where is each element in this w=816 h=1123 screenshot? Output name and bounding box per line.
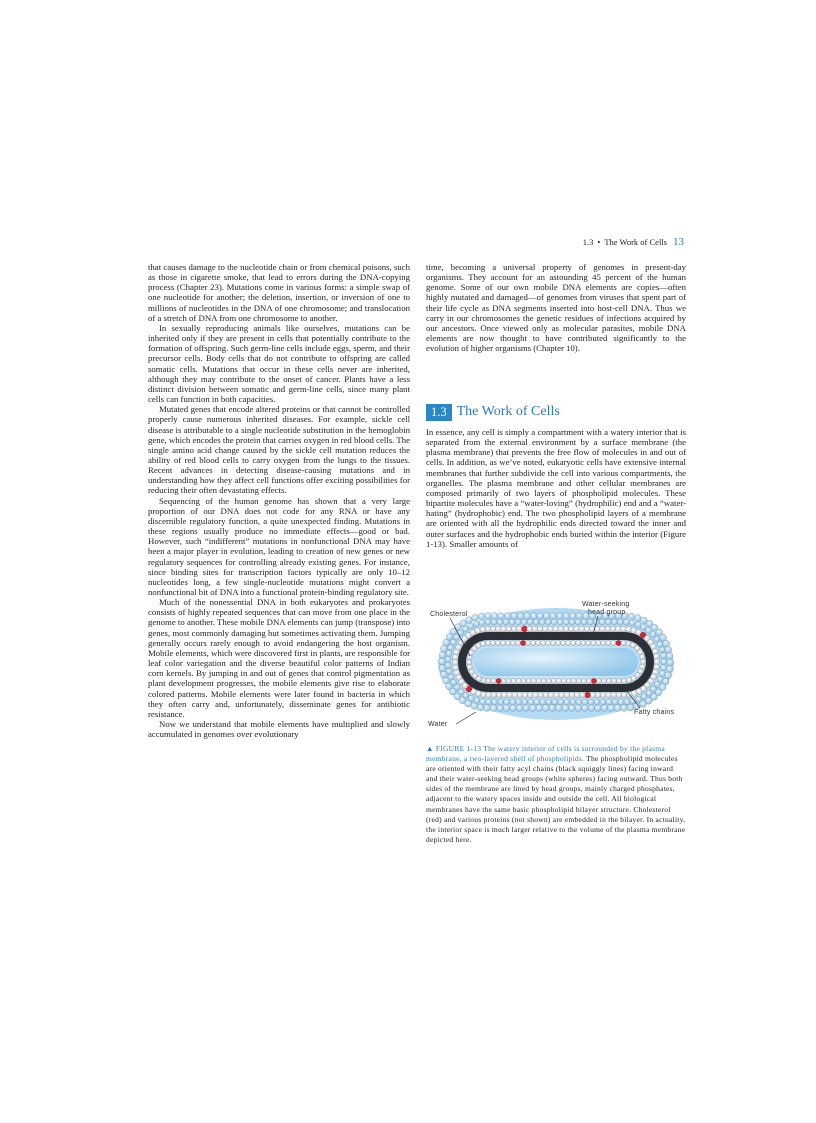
water-sphere bbox=[448, 645, 454, 651]
head-group bbox=[616, 678, 621, 683]
head-group bbox=[626, 678, 631, 683]
head-group bbox=[516, 626, 522, 632]
head-group bbox=[527, 626, 533, 632]
water-sphere bbox=[588, 705, 595, 712]
water-sphere bbox=[534, 699, 540, 705]
water-sphere bbox=[477, 704, 484, 711]
head-group bbox=[611, 640, 616, 645]
water-sphere bbox=[546, 699, 552, 705]
paragraph: Much of the nonessential DNA in both eukaryotes and prokaryotes consists of highly repeated sequences that can move from one place in the genome to another. These mobile DNA elements can jump (transpose) into genes, most commonly damaging but sometimes activating them. Jumping generally occurs rarely enough to avoid endangering the host organism. Mobile elements, which were discovered first in plants, are responsible for leaf color variegation and the diverse beautiful color patterns of Indian corn kernels. By jumping in and out of genes that control pigmentation as plant development progresses, the mobile elements give rise to elaborate colored patterns. Mobile elements were later found in bacteria in which they often carry and, unfortunately, disseminate genes for antibiotic resistance. bbox=[148, 597, 410, 719]
head-group bbox=[621, 640, 626, 645]
water-sphere bbox=[485, 619, 491, 625]
head-group bbox=[605, 626, 611, 632]
water-sphere bbox=[582, 699, 588, 705]
head-group bbox=[621, 678, 626, 683]
head-group bbox=[606, 640, 611, 645]
left-column bbox=[148, 262, 410, 739]
head-group bbox=[551, 640, 556, 645]
cholesterol-molecule bbox=[496, 678, 501, 683]
water-sphere bbox=[524, 613, 531, 620]
water-sphere bbox=[478, 613, 485, 620]
head-group bbox=[569, 626, 575, 632]
water-sphere bbox=[666, 653, 673, 660]
water-sphere bbox=[612, 699, 618, 705]
head-group bbox=[558, 626, 564, 632]
head-group bbox=[536, 678, 541, 683]
head-group bbox=[490, 640, 495, 645]
head-group bbox=[486, 678, 491, 683]
water-sphere bbox=[551, 619, 557, 625]
head-group bbox=[621, 626, 627, 632]
water-sphere bbox=[516, 699, 522, 705]
head-group bbox=[466, 660, 471, 665]
head-group bbox=[452, 659, 458, 665]
section-heading bbox=[426, 403, 686, 420]
water-sphere bbox=[510, 699, 516, 705]
header-section-number: 1.3 bbox=[582, 237, 594, 247]
water-sphere bbox=[529, 705, 536, 712]
head-group bbox=[522, 692, 528, 698]
paragraph: Mutated genes that encode altered proteins or that cannot be controlled properly cause numerous inherited diseases. For example, sickle cell disease is attributable to a single nucleotide substitution in the hemoglobin gene, which encodes the protein that carries oxygen in red blood cells. The single amino acid change caused by the sickle cell mutation reduces the ability of red blood cells to carry oxygen from the lungs to the tissues. Recent advances in detecting disease-causing mutations and in understanding how they affect cell functions offer exciting possibilities for reducing their often devastating effects. bbox=[148, 404, 410, 496]
head-group bbox=[517, 692, 523, 698]
water-sphere bbox=[600, 699, 606, 705]
water-sphere bbox=[599, 619, 605, 625]
water-sphere bbox=[537, 613, 544, 620]
water-sphere bbox=[654, 636, 660, 642]
head-group bbox=[610, 626, 616, 632]
head-group bbox=[566, 678, 571, 683]
head-group bbox=[581, 678, 586, 683]
water-sphere bbox=[659, 671, 665, 677]
section-title: The Work of Cells bbox=[456, 404, 560, 420]
water-sphere bbox=[446, 650, 452, 656]
water-sphere bbox=[468, 623, 474, 629]
water-sphere bbox=[667, 659, 674, 666]
head-group bbox=[564, 692, 570, 698]
water-sphere bbox=[486, 699, 492, 705]
water-sphere bbox=[530, 613, 537, 620]
head-group bbox=[501, 692, 507, 698]
head-group bbox=[579, 692, 585, 698]
water-sphere bbox=[601, 705, 608, 712]
water-sphere bbox=[473, 621, 479, 627]
head-group bbox=[601, 640, 606, 645]
water-sphere bbox=[498, 699, 504, 705]
water-sphere bbox=[498, 613, 505, 620]
water-sphere bbox=[623, 619, 629, 625]
water-sphere bbox=[663, 640, 670, 647]
water-sphere bbox=[552, 699, 558, 705]
head-group bbox=[640, 659, 645, 664]
head-group bbox=[485, 640, 490, 645]
water-sphere bbox=[605, 619, 611, 625]
label-head-group: head group bbox=[588, 609, 626, 616]
water-sphere bbox=[557, 619, 563, 625]
head-group bbox=[542, 626, 548, 632]
water-sphere bbox=[517, 613, 524, 620]
paragraph: In sexually reproducing animals like ourselves, mutations can be inherited only if they are present in cells that potentially contribute to the formation of offspring. Such germ-line cells include eggs, sperm, and their precursor cells. Body cells that do not contribute to offspring are called somatic cells. Mutations that occur in these cells never are inherited, although they may contribute to the onset of cancer. Plants have a less distinct division between somatic and germ-line cells, since many plant cells can function in both capacities. bbox=[148, 322, 410, 405]
water-sphere bbox=[491, 619, 497, 625]
water-sphere bbox=[657, 641, 663, 647]
water-sphere bbox=[439, 665, 446, 672]
water-sphere bbox=[462, 626, 468, 632]
water-sphere bbox=[661, 653, 667, 659]
water-sphere bbox=[474, 697, 480, 703]
head-group bbox=[527, 692, 533, 698]
water-sphere bbox=[614, 705, 621, 712]
head-group bbox=[574, 626, 580, 632]
page-number: 13 bbox=[673, 236, 684, 248]
water-sphere bbox=[527, 619, 533, 625]
head-group bbox=[596, 640, 601, 645]
water-sphere bbox=[516, 705, 523, 712]
head-group bbox=[533, 692, 539, 698]
head-group bbox=[615, 626, 621, 632]
head-group bbox=[606, 692, 612, 698]
head-group bbox=[453, 654, 459, 660]
water-sphere bbox=[576, 699, 582, 705]
head-group bbox=[531, 678, 536, 683]
water-sphere bbox=[543, 613, 550, 620]
cholesterol-molecule bbox=[591, 678, 596, 683]
water-sphere bbox=[497, 619, 503, 625]
paragraph: time, becoming a universal property of genomes in present-day organisms. They account for an astounding 45 percent of the human genome. Some of our own mobile DNA elements are copies—often highly mutated and damaged—of genomes from viruses that spent part of their life cycle as DNA segments inserted into host-cell DNA. Thus we carry in our chromosomes the genetic residues of infections acquired by our ancestors. Once viewed only as molecular parasites, mobile DNA elements are now thought to have contributed significantly to the evolution of higher organisms (Chapter 10). bbox=[426, 262, 686, 354]
water-sphere bbox=[468, 695, 474, 701]
water-sphere bbox=[629, 620, 635, 626]
head-group bbox=[506, 626, 512, 632]
head-group bbox=[600, 692, 606, 698]
caption-body: The phospholipid molecules are oriented with their fatty acyl chains (black squiggly lines) facing inward and their water-seeking head groups (white spheres) facing outward. Thus both sides of the membrane are lined by head groups, mainly charged phosphates, adjacent to the watery spaces inside and outside the cell. All biological membranes have the same basic phospholipid bilayer structure. Cholesterol (red) and various proteins (not shown) are embedded in the bilayer. In actuality, the interior space is much larger relative to the volume of the plasma membrane depicted here. bbox=[426, 754, 686, 844]
water-sphere bbox=[556, 613, 563, 620]
head-group bbox=[590, 692, 596, 698]
water-sphere bbox=[528, 699, 534, 705]
head-group bbox=[532, 626, 538, 632]
head-group bbox=[546, 678, 551, 683]
cholesterol-molecule bbox=[585, 692, 591, 698]
water-sphere bbox=[666, 666, 673, 673]
water-sphere bbox=[617, 619, 623, 625]
head-group bbox=[561, 678, 566, 683]
water-sphere bbox=[621, 705, 628, 712]
section-number: 1.3 bbox=[426, 404, 452, 421]
head-group bbox=[548, 626, 554, 632]
head-group bbox=[548, 692, 554, 698]
water-sphere bbox=[618, 699, 624, 705]
water-sphere bbox=[521, 619, 527, 625]
water-sphere bbox=[539, 619, 545, 625]
head-group bbox=[606, 678, 611, 683]
water-sphere bbox=[445, 656, 451, 662]
head-group bbox=[467, 665, 472, 670]
head-group bbox=[485, 626, 491, 632]
water-sphere bbox=[522, 699, 528, 705]
water-sphere bbox=[558, 699, 564, 705]
water-sphere bbox=[439, 652, 446, 659]
cholesterol-molecule bbox=[521, 640, 526, 645]
water-sphere bbox=[635, 622, 641, 628]
water-sphere bbox=[542, 705, 549, 712]
head-group bbox=[621, 692, 627, 698]
running-header bbox=[565, 236, 684, 248]
water-sphere bbox=[659, 647, 665, 653]
head-group bbox=[511, 626, 517, 632]
head-group bbox=[496, 626, 502, 632]
water-sphere bbox=[497, 705, 504, 712]
water-sphere bbox=[536, 705, 543, 712]
head-group bbox=[507, 692, 513, 698]
paragraph: Now we understand that mobile elements have multiplied and slowly accumulated in genomes over evolutionary bbox=[148, 719, 410, 740]
head-group bbox=[501, 678, 506, 683]
head-group bbox=[537, 626, 543, 632]
water-sphere bbox=[627, 704, 634, 711]
head-group bbox=[495, 640, 500, 645]
water-sphere bbox=[533, 619, 539, 625]
water-sphere bbox=[472, 614, 479, 621]
water-sphere bbox=[575, 705, 582, 712]
water-sphere bbox=[576, 613, 583, 620]
water-sphere bbox=[661, 665, 667, 671]
head-group bbox=[491, 692, 497, 698]
head-group bbox=[531, 640, 536, 645]
head-group bbox=[579, 626, 585, 632]
water-sphere bbox=[606, 699, 612, 705]
water-sphere bbox=[479, 620, 485, 626]
water-sphere bbox=[641, 694, 647, 700]
water-sphere bbox=[575, 619, 581, 625]
head-group bbox=[654, 664, 660, 670]
head-group bbox=[596, 678, 601, 683]
water-sphere bbox=[555, 705, 562, 712]
head-group bbox=[516, 640, 521, 645]
water-sphere bbox=[624, 699, 630, 705]
head-group bbox=[654, 659, 660, 665]
water-sphere bbox=[569, 613, 576, 620]
head-group bbox=[536, 640, 541, 645]
water-sphere bbox=[446, 668, 452, 674]
water-sphere bbox=[634, 615, 641, 622]
head-group bbox=[616, 692, 622, 698]
head-group bbox=[486, 692, 492, 698]
water-sphere bbox=[563, 619, 569, 625]
head-group bbox=[501, 640, 506, 645]
header-bullet: • bbox=[597, 237, 601, 247]
water-sphere bbox=[439, 658, 446, 665]
head-group bbox=[591, 640, 596, 645]
head-group bbox=[556, 640, 561, 645]
water-sphere bbox=[665, 672, 672, 679]
head-group bbox=[551, 678, 556, 683]
head-group bbox=[654, 654, 660, 660]
head-group bbox=[569, 692, 575, 698]
water-sphere bbox=[549, 705, 556, 712]
head-group bbox=[521, 678, 526, 683]
water-sphere bbox=[564, 699, 570, 705]
water-sphere bbox=[509, 619, 515, 625]
head-group bbox=[496, 692, 502, 698]
water-sphere bbox=[665, 646, 672, 653]
water-sphere bbox=[562, 705, 569, 712]
head-group bbox=[491, 678, 496, 683]
head-group bbox=[511, 640, 516, 645]
head-group bbox=[511, 678, 516, 683]
water-sphere bbox=[661, 659, 667, 665]
head-group bbox=[538, 692, 544, 698]
head-group bbox=[553, 692, 559, 698]
water-sphere bbox=[523, 705, 530, 712]
right-column-top bbox=[426, 262, 686, 353]
head-group bbox=[543, 692, 549, 698]
head-group bbox=[574, 692, 580, 698]
water-sphere bbox=[657, 676, 663, 682]
head-group bbox=[561, 640, 566, 645]
cholesterol-molecule bbox=[616, 640, 621, 645]
water-sphere bbox=[550, 613, 557, 620]
water-sphere bbox=[484, 705, 491, 712]
label-water-seeking: Water-seeking bbox=[582, 601, 630, 608]
water-sphere bbox=[485, 613, 492, 620]
water-sphere bbox=[504, 699, 510, 705]
head-group bbox=[512, 692, 518, 698]
figure-caption bbox=[426, 744, 686, 845]
head-group bbox=[546, 640, 551, 645]
head-group bbox=[541, 678, 546, 683]
water-sphere bbox=[511, 613, 518, 620]
head-group bbox=[501, 626, 507, 632]
water-pointer bbox=[456, 712, 476, 724]
label-fatty-chains: Fatty chains bbox=[634, 709, 675, 716]
head-group bbox=[576, 640, 581, 645]
head-group bbox=[586, 678, 591, 683]
head-group bbox=[571, 678, 576, 683]
label-cholesterol: Cholesterol bbox=[430, 611, 468, 618]
head-group bbox=[601, 678, 606, 683]
water-sphere bbox=[611, 619, 617, 625]
head-group bbox=[595, 692, 601, 698]
water-sphere bbox=[568, 705, 575, 712]
head-group bbox=[584, 626, 590, 632]
head-group bbox=[581, 640, 586, 645]
head-group bbox=[563, 626, 569, 632]
head-group bbox=[480, 627, 486, 633]
water-sphere bbox=[582, 705, 589, 712]
water-sphere bbox=[636, 696, 642, 702]
head-group bbox=[453, 665, 459, 671]
head-group bbox=[611, 692, 617, 698]
water-sphere bbox=[451, 679, 457, 685]
label-water: Water bbox=[428, 721, 448, 728]
figure-1-13 bbox=[426, 598, 686, 736]
caption-lead: FIGURE 1-13 The watery interior of cells is surrounded by the plasma membrane, a two-layered shell of phospholipids. bbox=[426, 744, 665, 764]
paragraph: that causes damage to the nucleotide chain or from chemical poisons, such as those in cigarette smoke, that lead to errors during the DNA-copying process (Chapter 23). Mutations come in various forms: a simple swap of one nucleotide for another; the deletion, insertion, or inversion of one to millions of nucleotides in the DNA of one chromosome; and translocation of a stretch of DNA from one chromosome to another. bbox=[148, 262, 410, 323]
head-group bbox=[640, 654, 645, 659]
water-sphere bbox=[581, 619, 587, 625]
head-group bbox=[526, 640, 531, 645]
water-sphere bbox=[594, 699, 600, 705]
interior-water bbox=[474, 648, 638, 676]
head-group bbox=[611, 678, 616, 683]
water-sphere bbox=[503, 619, 509, 625]
water-sphere bbox=[490, 705, 497, 712]
water-sphere bbox=[570, 699, 576, 705]
head-group bbox=[506, 678, 511, 683]
head-group bbox=[586, 640, 591, 645]
water-sphere bbox=[588, 699, 594, 705]
water-sphere bbox=[448, 674, 454, 680]
water-sphere bbox=[569, 619, 575, 625]
head-group bbox=[559, 692, 565, 698]
water-sphere bbox=[545, 619, 551, 625]
water-sphere bbox=[441, 645, 448, 652]
water-sphere bbox=[491, 613, 498, 620]
water-sphere bbox=[504, 613, 511, 620]
right-column-body bbox=[426, 427, 686, 549]
water-sphere bbox=[445, 662, 451, 668]
head-group bbox=[566, 640, 571, 645]
water-sphere bbox=[480, 699, 486, 705]
head-group bbox=[576, 678, 581, 683]
water-sphere bbox=[608, 705, 615, 712]
cholesterol-molecule bbox=[522, 626, 528, 632]
head-group bbox=[506, 640, 511, 645]
paragraph: In essence, any cell is simply a compartment with a watery interior that is separated from the external environment by a surface membrane (the plasma membrane) that prevents the free flow of molecules in and out of cells. In addition, as we’ve noted, eukaryotic cells have extensive internal membranes that further subdivide the cell into various compartments, the organelles. The plasma membrane and other cellular membranes are composed primarily of two layers of phospholipid molecules. These bipartite molecules have a “water-loving” (hydrophilic) end and a “water-hating” (hydrophobic) end. The two phospholipid layers of a membrane are oriented with all the hydrophilic ends directed toward the inner and outer surfaces and the hydrophobic ends buried within the interior (Figure 1-13). Smaller amounts of bbox=[426, 427, 686, 549]
water-sphere bbox=[503, 705, 510, 712]
head-group bbox=[490, 626, 496, 632]
head-group bbox=[480, 641, 485, 646]
paragraph: Sequencing of the human genome has shown that a very large proportion of our DNA does not code for any RNA or have any discernible regulatory function, a quite unexpected finding. Mutations in these regions usually produce no immediate effects—good or bad. However, such “indifferent” mutations in nonfunctional DNA may have been a major player in evolution, leading to creation of new genes or new regulatory sequences for controlling already existing genes. For instance, since binding sites for transcription factors typically are only 10–12 nucleotides long, a few single-nucleotide mutations might convert a nonfunctional bit of DNA into a functional protein-binding regulatory site. bbox=[148, 495, 410, 597]
head-group bbox=[553, 626, 559, 632]
water-sphere bbox=[492, 699, 498, 705]
water-sphere bbox=[540, 699, 546, 705]
water-sphere bbox=[515, 619, 521, 625]
head-group bbox=[556, 678, 561, 683]
head-group bbox=[541, 640, 546, 645]
head-group bbox=[571, 640, 576, 645]
head-group bbox=[600, 626, 606, 632]
water-sphere bbox=[595, 705, 602, 712]
water-sphere bbox=[510, 705, 517, 712]
head-group bbox=[516, 678, 521, 683]
caption-marker-icon: ▲ bbox=[426, 744, 434, 753]
head-group bbox=[526, 678, 531, 683]
water-sphere bbox=[628, 613, 635, 620]
header-title: The Work of Cells bbox=[604, 237, 667, 247]
water-sphere bbox=[587, 619, 593, 625]
water-sphere bbox=[563, 613, 570, 620]
